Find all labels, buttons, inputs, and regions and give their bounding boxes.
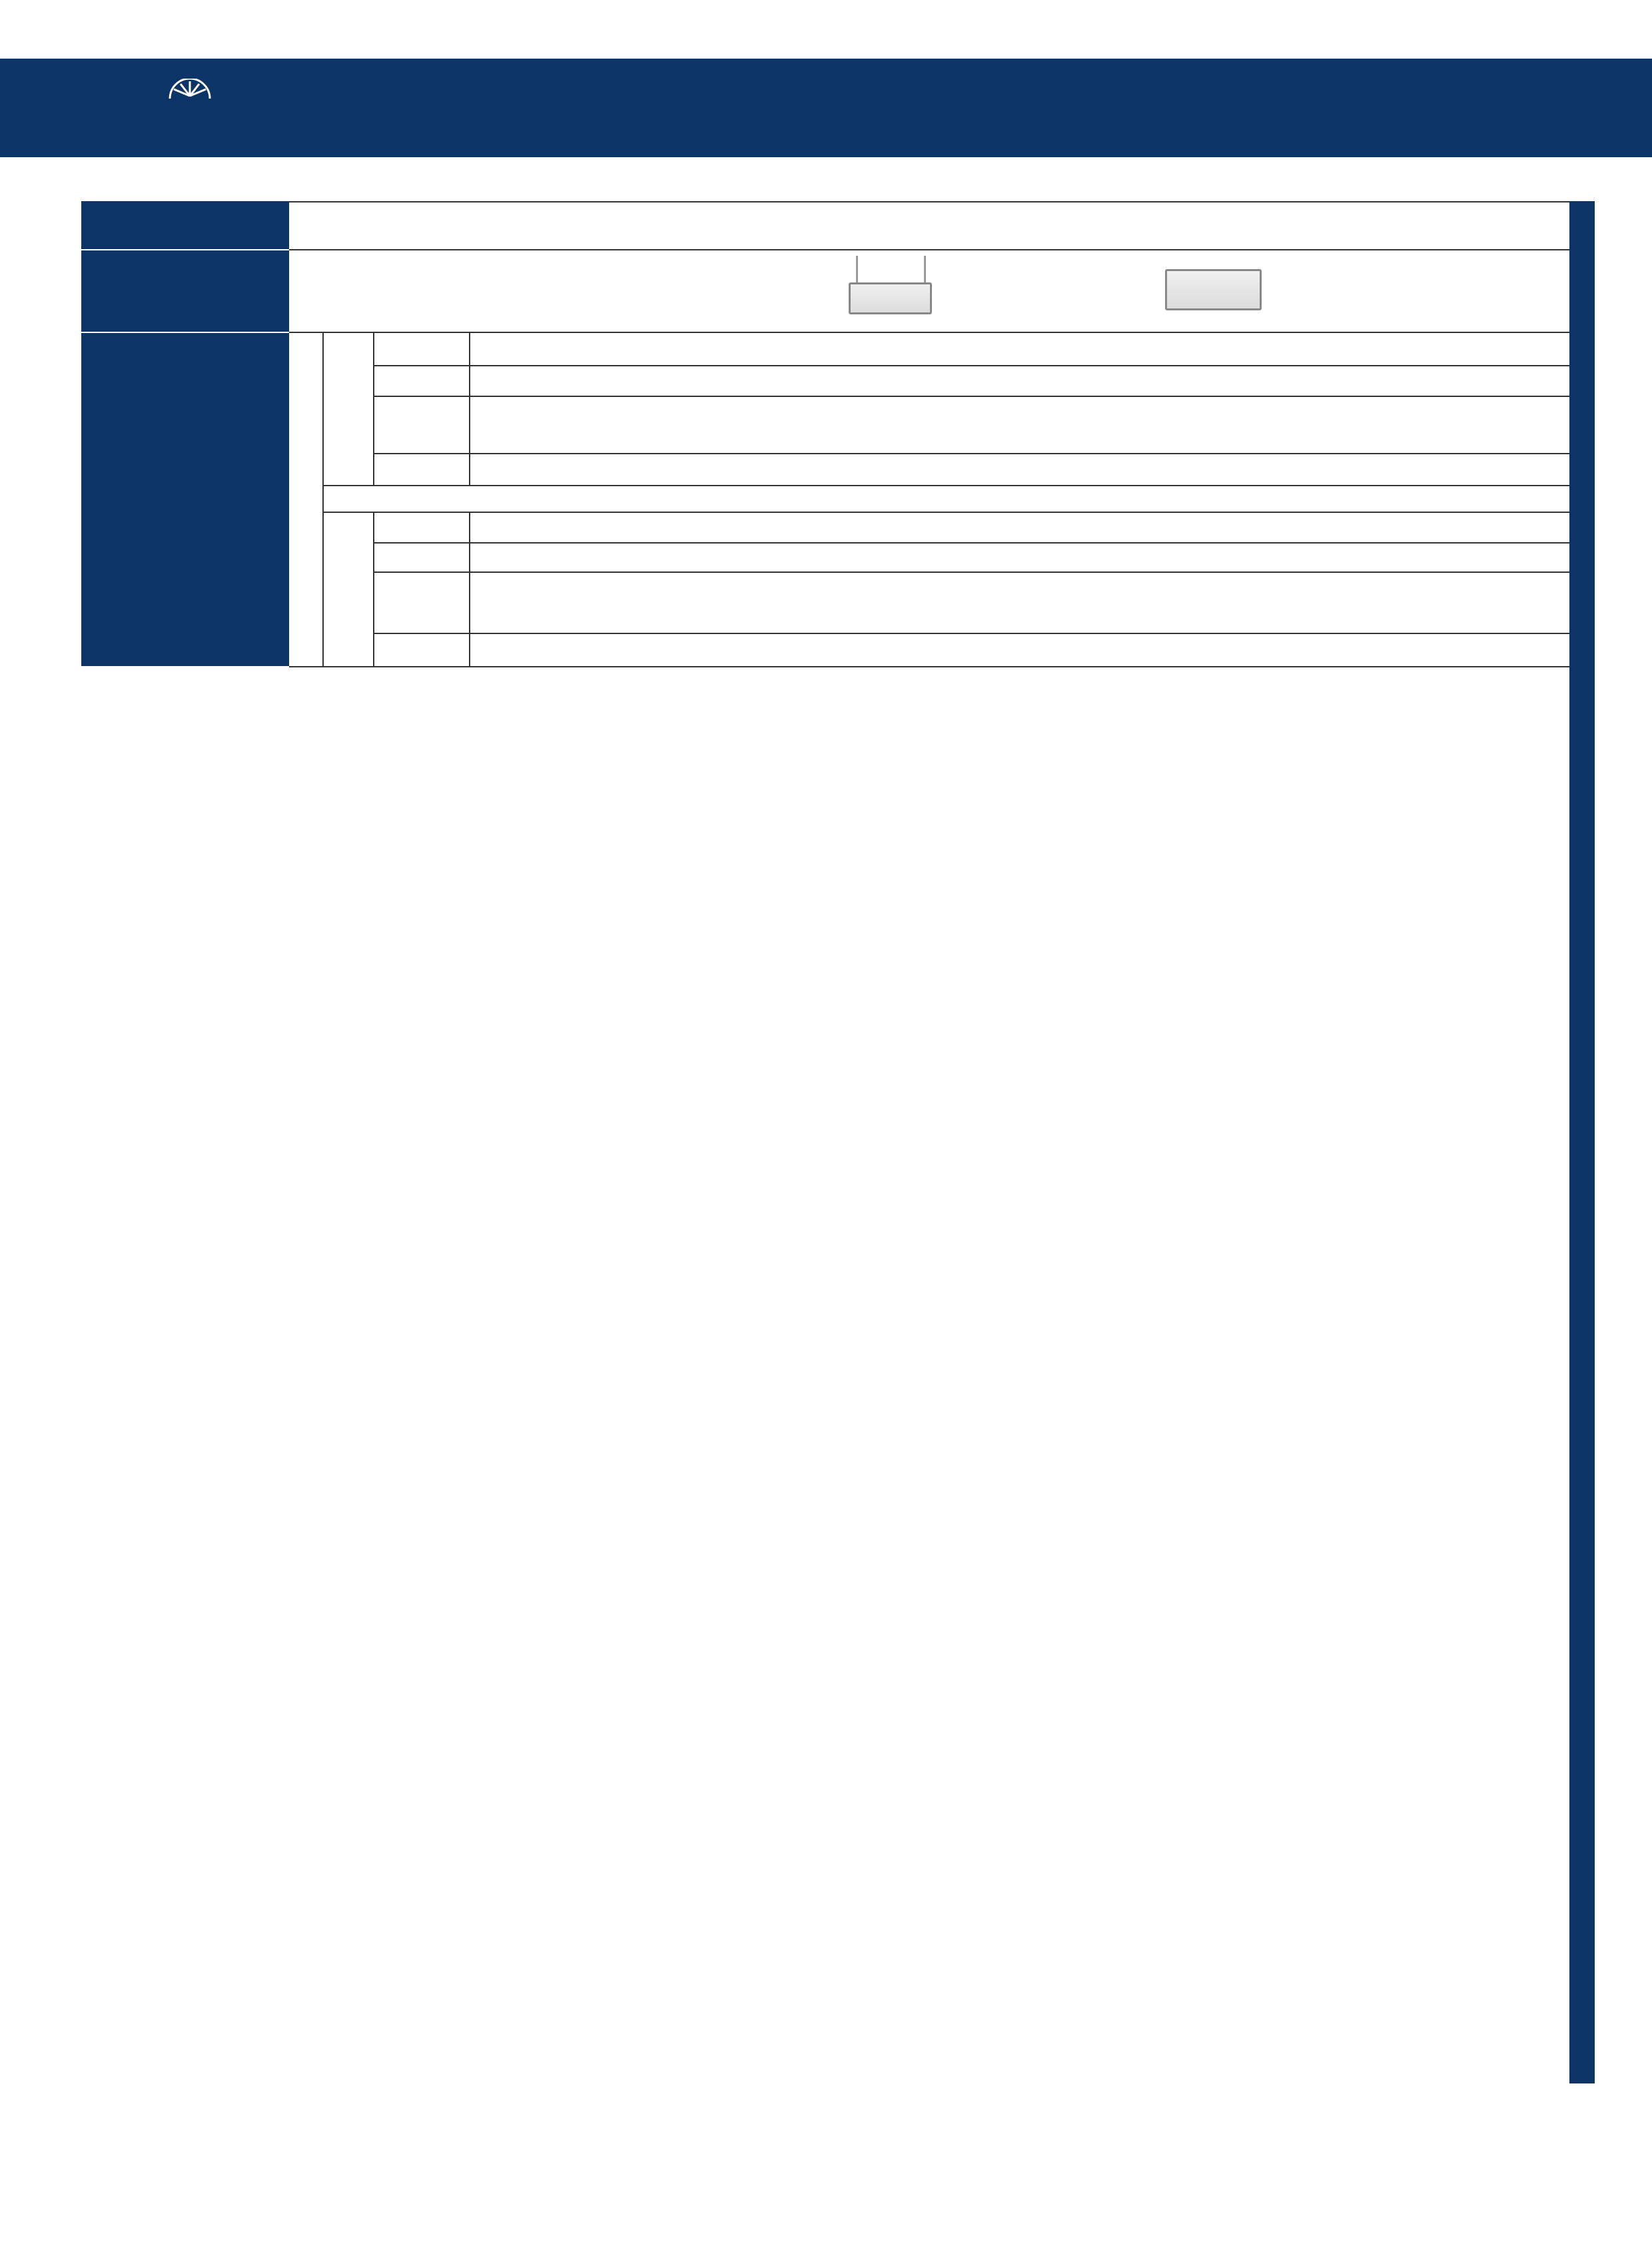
product-model-cell [289, 333, 1569, 666]
row-divider [374, 453, 1569, 454]
row-divider [324, 485, 1569, 486]
row-divider [374, 396, 1569, 397]
row-divider [374, 571, 1569, 573]
double-figure-label [374, 573, 469, 633]
double-model-value [470, 513, 1569, 542]
label-product-model [81, 333, 289, 666]
hanging-wire [924, 256, 926, 284]
col-line [469, 333, 470, 485]
single-install-value [470, 366, 1569, 396]
double-install-value [470, 544, 1569, 571]
double-install-label [374, 544, 469, 571]
row-divider [374, 365, 1569, 366]
row-divider [374, 542, 1569, 544]
sunburst-icon [163, 79, 216, 99]
row-divider [374, 633, 1569, 634]
product-image-cell [289, 250, 1569, 332]
wall-sign-image [1165, 269, 1262, 310]
product-name-value [289, 201, 1569, 249]
single-label [324, 333, 373, 485]
col-line [469, 512, 470, 666]
single-figure-label [374, 397, 469, 453]
single-code-label [374, 454, 469, 485]
right-accent-bar [1569, 201, 1595, 2083]
label-product-name [81, 201, 289, 249]
group-label [289, 333, 322, 666]
double-model-label [374, 513, 469, 542]
label-product-image [81, 250, 289, 332]
hanging-sign-image [849, 282, 932, 314]
row-divider [289, 666, 1569, 667]
single-model-label [374, 333, 469, 365]
hanging-wire [856, 256, 858, 284]
double-label [324, 512, 373, 666]
single-install-label [374, 366, 469, 396]
double-code-label [374, 634, 469, 666]
brand-logo [123, 79, 283, 139]
single-model-value [470, 333, 1569, 365]
